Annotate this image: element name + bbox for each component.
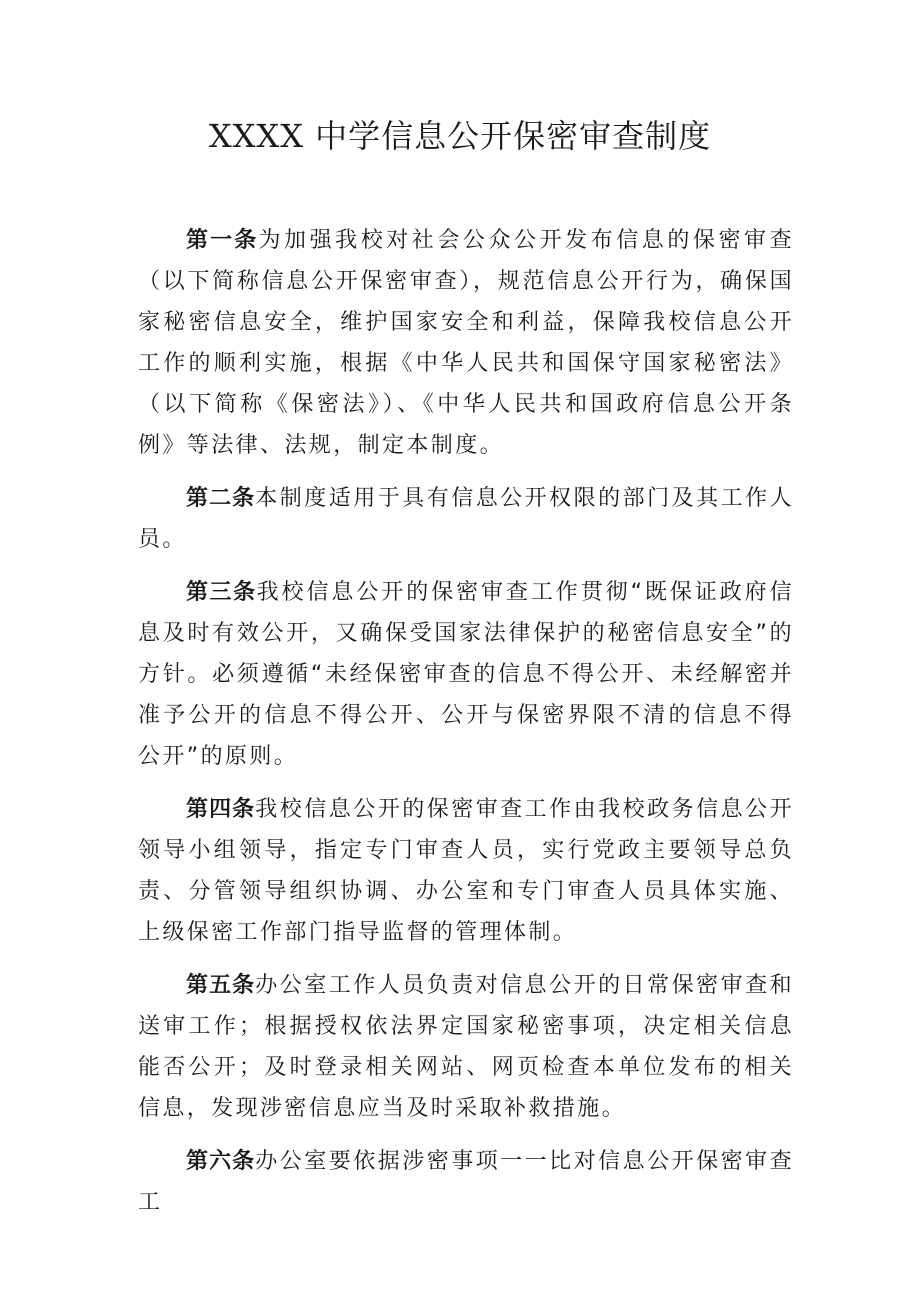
article-5 [138,965,794,1129]
article-text: 我校信息公开的保密审查工作由我校政务信息公开领导小组领导，指定专门审查人员，实行党政主要领导总负责、分管领导组织协调、办公室和专门审查人员具体实施、上级保密工作部门指导监督的管理体制。 [138,797,794,945]
article-6 [138,1141,794,1223]
article-4 [138,789,794,953]
article-text: 为加强我校对社会公众公开发布信息的保密审查（以下简称信息公开保密审查），规范信息公开行为，确保国家秘密信息安全，维护国家安全和利益，保障我校信息公开工作的顺利实施，根据《中华人民共和国保守国家秘密法》（以下简称《保密法》）、《中华人民共和国政府信息公开条例》等法律、法规，制定本制度。 [138,228,794,458]
article-2 [138,478,794,560]
article-text: 办公室工作人员负责对信息公开的日常保密审查和送审工作；根据授权依法界定国家秘密事项，决定相关信息能否公开；及时登录相关网站、网页检查本单位发布的相关信息，发现涉密信息应当及时采取补救措施。 [138,973,794,1121]
article-label: 第五条 [186,973,256,998]
article-label: 第三条 [186,580,257,605]
article-1 [138,220,794,466]
document-body [138,220,794,1235]
article-text: 办公室要依据涉密事项一一比对信息公开保密审查工 [138,1149,794,1215]
article-label: 第一条 [186,228,259,253]
article-label: 第四条 [186,797,256,822]
article-text: 我校信息公开的保密审查工作贯彻“既保证政府信息及时有效公开，又确保受国家法律保护的秘密信息安全”的方针。必须遵循“未经保密审查的信息不得公开、未经解密并准予公开的信息不得公开、公开与保密界限不清的信息不得公开”的原则。 [138,580,794,769]
article-text: 本制度适用于具有信息公开权限的部门及其工作人员。 [138,486,794,552]
article-label: 第二条 [186,486,256,511]
document-title: XXXX 中学信息公开保密审查制度 [208,117,712,155]
article-3 [138,572,794,777]
article-label: 第六条 [186,1149,256,1174]
